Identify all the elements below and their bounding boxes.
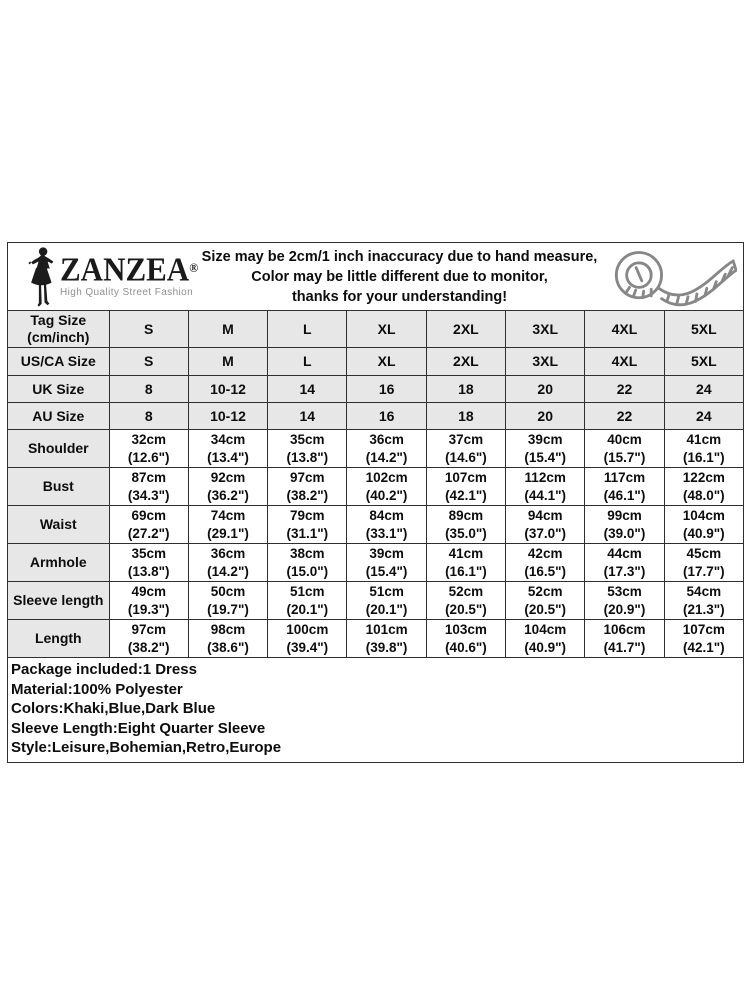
- size-cell: 22: [585, 403, 664, 430]
- size-cell: 74cm (29.1"): [188, 506, 267, 544]
- size-cell: 112cm (44.1"): [506, 468, 585, 506]
- spec-line: Style:Leisure,Bohemian,Retro,Europe: [11, 739, 282, 756]
- size-cell: 14: [268, 376, 347, 403]
- table-row-au-size: [8, 403, 744, 430]
- size-cell: 5XL: [664, 311, 743, 348]
- row-label-sleeve-length: Sleeve length: [8, 582, 110, 620]
- table-row-tag-size: [8, 311, 744, 348]
- size-cell: 52cm (20.5"): [426, 582, 505, 620]
- size-cell: 10-12: [188, 403, 267, 430]
- size-cell: 24: [664, 376, 743, 403]
- size-cell: 8: [109, 403, 188, 430]
- disclaimer-line: thanks for your understanding!: [291, 288, 508, 305]
- size-cell: 5XL: [664, 348, 743, 376]
- size-cell: 22: [585, 376, 664, 403]
- table-row-sleeve-length: [8, 582, 744, 620]
- size-cell: 53cm (20.9"): [585, 582, 664, 620]
- registered-mark: ®: [189, 259, 199, 275]
- size-cell: 89cm (35.0"): [426, 506, 505, 544]
- size-cell: 40cm (15.7"): [585, 430, 664, 468]
- size-cell: 104cm (40.9"): [664, 506, 743, 544]
- table-row-waist: [8, 506, 744, 544]
- size-cell: 3XL: [506, 311, 585, 348]
- measure-disclaimer-text: [194, 247, 605, 307]
- size-cell: 117cm (46.1"): [585, 468, 664, 506]
- size-cell: 10-12: [188, 376, 267, 403]
- size-cell: 49cm (19.3"): [109, 582, 188, 620]
- row-label-bust: Bust: [8, 468, 110, 506]
- spec-line: Sleeve Length:Eight Quarter Sleeve: [11, 719, 266, 737]
- spec-line: Colors:Khaki,Blue,Dark Blue: [11, 700, 216, 717]
- size-cell: 92cm (36.2"): [188, 468, 267, 506]
- size-cell: 16: [347, 376, 426, 403]
- row-label-au-size: AU Size: [8, 403, 110, 430]
- size-cell: 101cm (39.8"): [347, 620, 426, 658]
- size-cell: 38cm (15.0"): [268, 544, 347, 582]
- spec-line: Package included:1 Dress: [11, 661, 197, 678]
- size-cell: 34cm (13.4"): [188, 430, 267, 468]
- size-cell: 35cm (13.8"): [109, 544, 188, 582]
- size-cell: S: [109, 311, 188, 348]
- size-cell: 100cm (39.4"): [268, 620, 347, 658]
- table-row-armhole: [8, 544, 744, 582]
- size-cell: 102cm (40.2"): [347, 468, 426, 506]
- size-cell: 2XL: [426, 348, 505, 376]
- brand-logo: [8, 246, 199, 308]
- brand-name: ZANZEA®: [60, 249, 199, 288]
- size-cell: S: [109, 348, 188, 376]
- size-table-body: [8, 311, 744, 658]
- size-cell: 87cm (34.3"): [109, 468, 188, 506]
- brand-tagline: High Quality Street Fashion: [60, 286, 194, 298]
- size-cell: 35cm (13.8"): [268, 430, 347, 468]
- fashion-woman-silhouette-icon: [24, 246, 58, 308]
- size-cell: L: [268, 348, 347, 376]
- row-label-length: Length: [8, 620, 110, 658]
- size-cell: 54cm (21.3"): [664, 582, 743, 620]
- size-cell: XL: [347, 348, 426, 376]
- size-cell: 2XL: [426, 311, 505, 348]
- size-table: [7, 310, 744, 658]
- product-spec-box: [7, 658, 744, 763]
- table-row-shoulder: [8, 430, 744, 468]
- size-cell: 98cm (38.6"): [188, 620, 267, 658]
- size-cell: 122cm (48.0"): [664, 468, 743, 506]
- content-block: [7, 242, 744, 763]
- size-cell: 32cm (12.6"): [109, 430, 188, 468]
- size-cell: L: [268, 311, 347, 348]
- size-cell: 39cm (15.4"): [347, 544, 426, 582]
- size-cell: 24: [664, 403, 743, 430]
- size-cell: 36cm (14.2"): [188, 544, 267, 582]
- size-cell: 18: [426, 376, 505, 403]
- size-cell: 103cm (40.6"): [426, 620, 505, 658]
- header-band: [7, 242, 744, 310]
- size-cell: M: [188, 348, 267, 376]
- row-label-uk-size: UK Size: [8, 376, 110, 403]
- disclaimer-line: Size may be 2cm/1 inch inaccuracy due to hand measure,: [201, 248, 598, 265]
- brand-text: [60, 249, 199, 298]
- size-cell: 45cm (17.7"): [664, 544, 743, 582]
- size-cell: 51cm (20.1"): [347, 582, 426, 620]
- size-cell: 106cm (41.7"): [585, 620, 664, 658]
- table-row-length: [8, 620, 744, 658]
- measuring-tape-icon: [605, 244, 737, 310]
- row-label-waist: Waist: [8, 506, 110, 544]
- size-cell: 42cm (16.5"): [506, 544, 585, 582]
- size-cell: 4XL: [585, 311, 664, 348]
- size-cell: 20: [506, 376, 585, 403]
- table-row-us-ca-size: [8, 348, 744, 376]
- size-cell: 44cm (17.3"): [585, 544, 664, 582]
- size-cell: 20: [506, 403, 585, 430]
- size-cell: 4XL: [585, 348, 664, 376]
- size-cell: XL: [347, 311, 426, 348]
- size-cell: 41cm (16.1"): [664, 430, 743, 468]
- size-cell: 3XL: [506, 348, 585, 376]
- size-cell: 84cm (33.1"): [347, 506, 426, 544]
- size-cell: 107cm (42.1"): [664, 620, 743, 658]
- size-cell: 36cm (14.2"): [347, 430, 426, 468]
- size-cell: 8: [109, 376, 188, 403]
- row-label-armhole: Armhole: [8, 544, 110, 582]
- row-label-shoulder: Shoulder: [8, 430, 110, 468]
- size-cell: 79cm (31.1"): [268, 506, 347, 544]
- size-cell: 37cm (14.6"): [426, 430, 505, 468]
- table-row-bust: [8, 468, 744, 506]
- size-cell: 52cm (20.5"): [506, 582, 585, 620]
- row-label-us-ca-size: US/CA Size: [8, 348, 110, 376]
- size-cell: 18: [426, 403, 505, 430]
- size-cell: 97cm (38.2"): [268, 468, 347, 506]
- size-cell: 51cm (20.1"): [268, 582, 347, 620]
- table-row-uk-size: [8, 376, 744, 403]
- row-label-tag-size: Tag Size (cm/inch): [8, 311, 110, 348]
- size-cell: 99cm (39.0"): [585, 506, 664, 544]
- size-cell: 50cm (19.7"): [188, 582, 267, 620]
- size-cell: 69cm (27.2"): [109, 506, 188, 544]
- size-cell: 104cm (40.9"): [506, 620, 585, 658]
- size-cell: 16: [347, 403, 426, 430]
- size-cell: M: [188, 311, 267, 348]
- size-cell: 94cm (37.0"): [506, 506, 585, 544]
- size-cell: 14: [268, 403, 347, 430]
- size-cell: 107cm (42.1"): [426, 468, 505, 506]
- spec-line: Material:100% Polyester: [11, 680, 183, 698]
- disclaimer-line: Color may be little different due to monitor,: [251, 268, 548, 285]
- size-cell: 41cm (16.1"): [426, 544, 505, 582]
- size-cell: 39cm (15.4"): [506, 430, 585, 468]
- size-cell: 97cm (38.2"): [109, 620, 188, 658]
